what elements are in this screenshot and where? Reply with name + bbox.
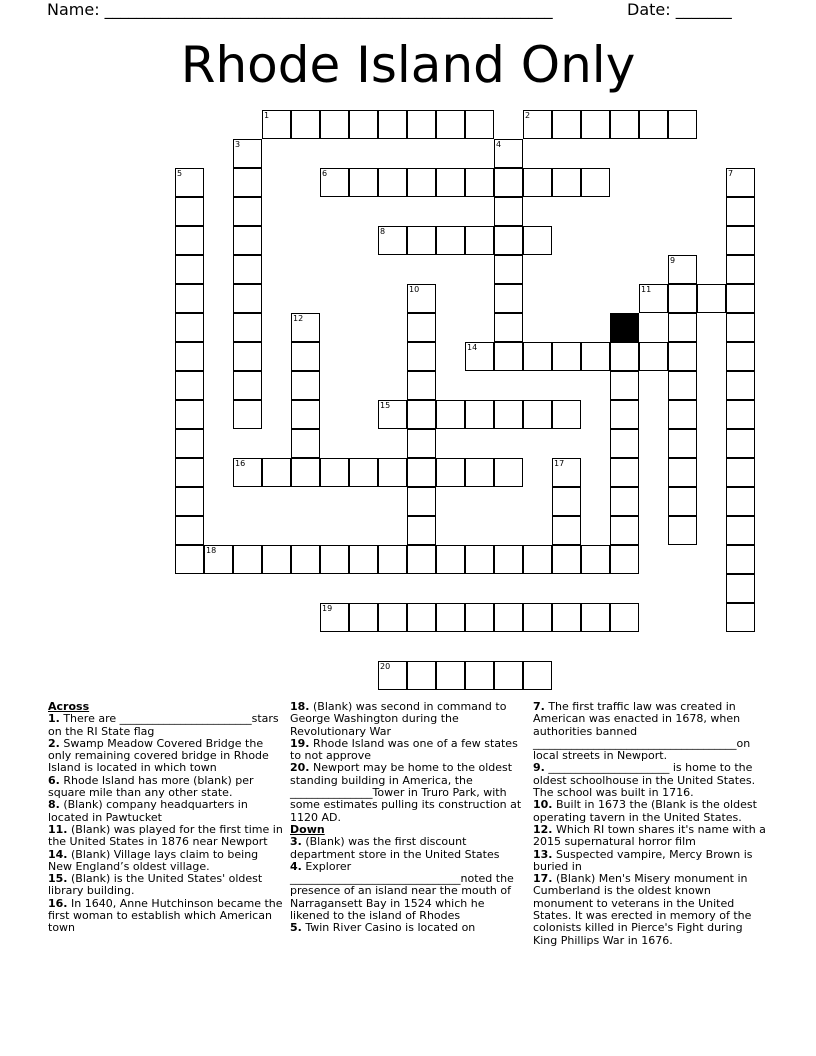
grid-cell[interactable] (378, 110, 407, 139)
grid-cell[interactable] (291, 110, 320, 139)
clue-item-text: Rhode Island has more (blank) per square mile than any other state. (48, 773, 254, 800)
grid-cell[interactable] (349, 110, 378, 139)
grid-cell[interactable] (291, 400, 320, 429)
clue-item (48, 824, 284, 849)
grid-cell[interactable] (349, 603, 378, 632)
grid-cell[interactable] (726, 574, 755, 603)
grid-cell[interactable] (407, 603, 436, 632)
grid-cell[interactable] (668, 371, 697, 400)
clue-item-text: (Blank) was second in command to George Washington during the Revolutionary War (290, 700, 507, 738)
grid-cell[interactable] (436, 400, 465, 429)
grid-cell[interactable] (726, 255, 755, 284)
grid-cell[interactable] (552, 168, 581, 197)
clue-item (48, 898, 284, 935)
grid-cell[interactable] (320, 458, 349, 487)
grid-cell[interactable] (726, 603, 755, 632)
grid-cell[interactable] (552, 487, 581, 516)
grid-cell[interactable] (175, 458, 204, 487)
clue-number: 10 (409, 285, 420, 294)
clue-number: 3 (235, 140, 241, 149)
clue-item-number: 12. (533, 822, 553, 836)
grid-cell[interactable] (436, 545, 465, 574)
clue-item (533, 701, 769, 762)
grid-cell[interactable] (494, 197, 523, 226)
grid-cell[interactable] (610, 603, 639, 632)
grid-cell[interactable] (436, 226, 465, 255)
clue-number: 17 (554, 459, 565, 468)
clue-item-number: 8. (48, 798, 60, 812)
grid-cell[interactable] (320, 110, 349, 139)
grid-cell[interactable] (552, 545, 581, 574)
clue-item (48, 873, 284, 898)
grid-cell[interactable] (610, 342, 639, 371)
clue-item (290, 922, 526, 934)
clue-item-text: (Blank) company headquarters in located in Pawtucket (48, 798, 248, 824)
grid-cell[interactable] (465, 661, 494, 690)
grid-cell[interactable] (610, 371, 639, 400)
clue-item (290, 836, 526, 861)
grid-cell[interactable] (726, 516, 755, 545)
clue-item-number: 1. (48, 712, 60, 726)
grid-cell[interactable] (204, 545, 233, 574)
grid-cell[interactable] (494, 545, 523, 574)
clue-number: 13 (612, 314, 623, 323)
clue-number: 7 (728, 169, 734, 178)
clue-item-text: (Blank) is the United States' oldest library building. (48, 872, 263, 898)
grid-cell[interactable] (436, 110, 465, 139)
clue-number: 14 (467, 343, 478, 352)
grid-cell[interactable] (668, 458, 697, 487)
clue-item-number: 6. (48, 773, 60, 787)
clue-item-text: (Blank) was the first discount department store in the United States (290, 835, 500, 861)
grid-cell[interactable] (668, 429, 697, 458)
grid-cell[interactable] (233, 284, 262, 313)
grid-cell[interactable] (320, 545, 349, 574)
clue-number: 20 (380, 662, 391, 671)
clue-item-text: ______________________ is home to the oldest schoolhouse in the United States. The school was built in 1716. (533, 761, 756, 800)
grid-cell[interactable] (175, 284, 204, 313)
grid-cell[interactable] (494, 661, 523, 690)
grid-cell[interactable] (726, 197, 755, 226)
grid-cell[interactable] (407, 458, 436, 487)
grid-cell[interactable] (523, 661, 552, 690)
clue-item-text: (Blank) Village lays claim to being New England’s oldest village. (48, 847, 259, 873)
grid-cell[interactable] (726, 342, 755, 371)
grid-cell[interactable] (233, 139, 262, 168)
grid-cell[interactable] (523, 400, 552, 429)
grid-cell[interactable] (581, 168, 610, 197)
clue-item-number: 4. (290, 859, 302, 873)
grid-cell[interactable] (378, 168, 407, 197)
grid-cell[interactable] (494, 139, 523, 168)
grid-cell[interactable] (610, 400, 639, 429)
grid-cell[interactable] (639, 284, 668, 313)
clue-number: 12 (293, 314, 304, 323)
clue-item-number: 15. (48, 872, 68, 886)
clues-column-3 (533, 701, 769, 947)
grid-cell[interactable] (175, 516, 204, 545)
clue-item (48, 799, 284, 824)
grid-cell[interactable] (233, 313, 262, 342)
grid-cell[interactable] (349, 168, 378, 197)
grid-cell[interactable] (726, 429, 755, 458)
clue-item-text: Which RI town shares it's name with a 2015 supernatural horror film (533, 822, 766, 849)
grid-cell[interactable] (407, 661, 436, 690)
grid-cell[interactable] (291, 429, 320, 458)
clue-item-text: The first traffic law was created in American was enacted in 1678, when authorities banned _____________________________________on local streets in Newport. (533, 700, 751, 763)
grid-cell[interactable] (552, 342, 581, 371)
clue-item-number: 9. (533, 761, 545, 775)
clue-item-number: 17. (533, 872, 553, 886)
grid-cell[interactable] (233, 197, 262, 226)
grid-cell[interactable] (523, 603, 552, 632)
grid-cell[interactable] (436, 458, 465, 487)
grid-cell[interactable] (291, 313, 320, 342)
across-heading: Across (48, 700, 90, 713)
clue-item-number: 19. (290, 736, 310, 750)
grid-cell[interactable] (262, 458, 291, 487)
grid-cell[interactable] (407, 226, 436, 255)
grid-cell[interactable] (262, 545, 291, 574)
clue-item (533, 799, 769, 824)
grid-cell[interactable] (233, 545, 262, 574)
clue-item (533, 849, 769, 874)
grid-cell[interactable] (523, 342, 552, 371)
clues-column-2 (290, 701, 526, 935)
grid-cell[interactable] (523, 110, 552, 139)
clue-item (48, 713, 284, 738)
grid-cell[interactable] (291, 371, 320, 400)
grid-cell[interactable] (726, 168, 755, 197)
grid-cell[interactable] (175, 313, 204, 342)
clue-item-number: 3. (290, 835, 302, 849)
grid-cell[interactable] (552, 516, 581, 545)
clue-item-text: Explorer _______________________________noted the presence of an island near the mouth of Narragansett Bay in 1524 which he likened to the island of Rhodes (290, 859, 514, 923)
grid-cell[interactable] (610, 545, 639, 574)
grid-cell[interactable] (407, 429, 436, 458)
grid-cell[interactable] (610, 429, 639, 458)
grid-cell[interactable] (523, 168, 552, 197)
clue-item-text: In 1640, Anne Hutchinson became the first woman to establish which American town (48, 896, 283, 935)
clue-number: 18 (206, 546, 217, 555)
grid-cell[interactable] (494, 458, 523, 487)
grid-cell[interactable] (552, 110, 581, 139)
grid-cell[interactable] (320, 603, 349, 632)
clue-item-text: Rhode Island was one of a few states to not approve (290, 736, 518, 763)
grid-cell[interactable] (697, 284, 726, 313)
grid-cell[interactable] (378, 458, 407, 487)
clue-number: 2 (525, 111, 531, 120)
clue-item (48, 775, 284, 800)
grid-cell[interactable] (407, 342, 436, 371)
grid-cell[interactable] (494, 255, 523, 284)
grid-black-cell (610, 313, 639, 342)
clue-item-text: Suspected vampire, Mercy Brown is buried in (533, 847, 753, 873)
clue-item-number: 7. (533, 700, 545, 713)
clue-item-text: There are ________________________stars on the RI State flag (48, 712, 279, 738)
grid-cell[interactable] (494, 342, 523, 371)
grid-cell[interactable] (668, 313, 697, 342)
clue-item-text: Newport may be home to the oldest standing building in America, the _______________Tower in Truro Park, with some estimates pulling its construction at 1120 AD. (290, 761, 522, 824)
clue-item-number: 14. (48, 847, 68, 861)
grid-cell[interactable] (407, 516, 436, 545)
clue-item (533, 873, 769, 947)
grid-cell[interactable] (465, 168, 494, 197)
clue-item-text: Twin River Casino is located on (301, 921, 476, 935)
grid-cell[interactable] (668, 516, 697, 545)
name-field-label: Name: ________________________________________________________ (47, 0, 553, 19)
grid-cell[interactable] (610, 516, 639, 545)
grid-cell[interactable] (175, 545, 204, 574)
clue-number: 4 (496, 140, 502, 149)
grid-cell[interactable] (552, 400, 581, 429)
grid-cell[interactable] (407, 313, 436, 342)
grid-cell[interactable] (494, 400, 523, 429)
grid-cell[interactable] (233, 168, 262, 197)
grid-cell[interactable] (349, 458, 378, 487)
grid-cell[interactable] (378, 400, 407, 429)
clue-item-text: (Blank) Men's Misery monument in Cumberland is the oldest known monument to veterans in the United States. It was erected in memory of the colonists killed in Pierce's Fight during King Phillips War in 1676. (533, 872, 752, 947)
grid-cell[interactable] (581, 603, 610, 632)
clue-number: 19 (322, 604, 333, 613)
grid-cell[interactable] (233, 226, 262, 255)
grid-cell[interactable] (233, 400, 262, 429)
clue-number: 6 (322, 169, 328, 178)
grid-cell[interactable] (639, 110, 668, 139)
grid-cell[interactable] (552, 603, 581, 632)
grid-cell[interactable] (378, 661, 407, 690)
grid-cell[interactable] (726, 284, 755, 313)
clue-item (48, 849, 284, 874)
clue-item (290, 701, 526, 738)
grid-cell[interactable] (610, 110, 639, 139)
clue-item-number: 18. (290, 700, 310, 713)
grid-cell[interactable] (291, 342, 320, 371)
clue-item (290, 861, 526, 922)
grid-cell[interactable] (668, 110, 697, 139)
grid-cell[interactable] (291, 458, 320, 487)
grid-cell[interactable] (668, 342, 697, 371)
grid-cell[interactable] (175, 226, 204, 255)
grid-cell[interactable] (610, 487, 639, 516)
clue-item (533, 762, 769, 799)
grid-cell[interactable] (436, 168, 465, 197)
clue-number: 8 (380, 227, 386, 236)
grid-cell[interactable] (407, 400, 436, 429)
grid-cell[interactable] (639, 342, 668, 371)
grid-cell[interactable] (726, 226, 755, 255)
grid-cell[interactable] (726, 458, 755, 487)
clue-item-number: 10. (533, 798, 553, 812)
grid-cell[interactable] (407, 487, 436, 516)
grid-cell[interactable] (668, 400, 697, 429)
grid-cell[interactable] (726, 371, 755, 400)
grid-cell[interactable] (726, 487, 755, 516)
grid-cell[interactable] (378, 603, 407, 632)
grid-cell[interactable] (465, 226, 494, 255)
clue-number: 16 (235, 459, 246, 468)
grid-cell[interactable] (175, 342, 204, 371)
grid-cell[interactable] (175, 487, 204, 516)
grid-cell[interactable] (233, 255, 262, 284)
grid-cell[interactable] (320, 168, 349, 197)
clue-item-number: 5. (290, 921, 302, 935)
grid-cell[interactable] (233, 342, 262, 371)
grid-cell[interactable] (233, 458, 262, 487)
grid-cell[interactable] (494, 226, 523, 255)
grid-cell[interactable] (552, 458, 581, 487)
grid-cell[interactable] (407, 545, 436, 574)
grid-cell[interactable] (465, 110, 494, 139)
grid-cell[interactable] (465, 458, 494, 487)
grid-cell[interactable] (436, 603, 465, 632)
grid-cell[interactable] (494, 603, 523, 632)
grid-cell[interactable] (378, 545, 407, 574)
grid-cell[interactable] (581, 342, 610, 371)
grid-cell[interactable] (523, 545, 552, 574)
clue-item (48, 738, 284, 775)
grid-cell[interactable] (175, 429, 204, 458)
grid-cell[interactable] (523, 226, 552, 255)
grid-cell[interactable] (465, 603, 494, 632)
grid-cell[interactable] (610, 458, 639, 487)
grid-cell[interactable] (407, 284, 436, 313)
clue-number: 15 (380, 401, 391, 410)
grid-cell[interactable] (668, 255, 697, 284)
clue-number: 1 (264, 111, 270, 120)
grid-cell[interactable] (436, 661, 465, 690)
clue-item (290, 762, 526, 823)
clue-number: 11 (641, 285, 652, 294)
grid-cell[interactable] (465, 342, 494, 371)
puzzle-title: Rhode Island Only (180, 36, 636, 94)
grid-cell[interactable] (668, 284, 697, 313)
clue-item-text: (Blank) was played for the first time in the United States in 1876 near Newport (48, 822, 283, 849)
clue-item-text: Built in 1673 the (Blank is the oldest operating tavern in the United States. (533, 798, 757, 824)
clue-number: 5 (177, 169, 183, 178)
grid-cell[interactable] (494, 284, 523, 313)
grid-cell[interactable] (175, 371, 204, 400)
grid-cell[interactable] (581, 110, 610, 139)
grid-cell[interactable] (407, 168, 436, 197)
clues-column-1 (48, 701, 284, 935)
clue-item-text: Swamp Meadow Covered Bridge the only remaining covered bridge in Rhode Island is located in which town (48, 736, 269, 775)
clue-item (533, 824, 769, 849)
clue-item-number: 13. (533, 847, 553, 861)
clue-item-number: 2. (48, 736, 60, 750)
grid-cell[interactable] (407, 371, 436, 400)
grid-cell[interactable] (581, 545, 610, 574)
clue-item-number: 11. (48, 822, 68, 836)
grid-cell[interactable] (175, 168, 204, 197)
grid-cell[interactable] (349, 545, 378, 574)
grid-cell[interactable] (262, 110, 291, 139)
grid-cell[interactable] (378, 226, 407, 255)
clue-number: 9 (670, 256, 676, 265)
grid-cell[interactable] (668, 487, 697, 516)
clue-item-number: 20. (290, 761, 310, 775)
date-field-label: Date: _______ (627, 0, 732, 19)
grid-cell[interactable] (465, 545, 494, 574)
grid-cell[interactable] (494, 168, 523, 197)
down-heading: Down (290, 822, 325, 836)
grid-cell[interactable] (494, 313, 523, 342)
grid-cell[interactable] (175, 197, 204, 226)
clue-item-number: 16. (48, 896, 68, 910)
clue-item (290, 738, 526, 763)
grid-cell[interactable] (465, 400, 494, 429)
grid-cell[interactable] (291, 545, 320, 574)
grid-cell[interactable] (726, 545, 755, 574)
grid-cell[interactable] (175, 400, 204, 429)
grid-cell[interactable] (407, 110, 436, 139)
grid-cell[interactable] (175, 255, 204, 284)
grid-cell[interactable] (233, 371, 262, 400)
grid-cell[interactable] (726, 400, 755, 429)
grid-cell[interactable] (726, 313, 755, 342)
